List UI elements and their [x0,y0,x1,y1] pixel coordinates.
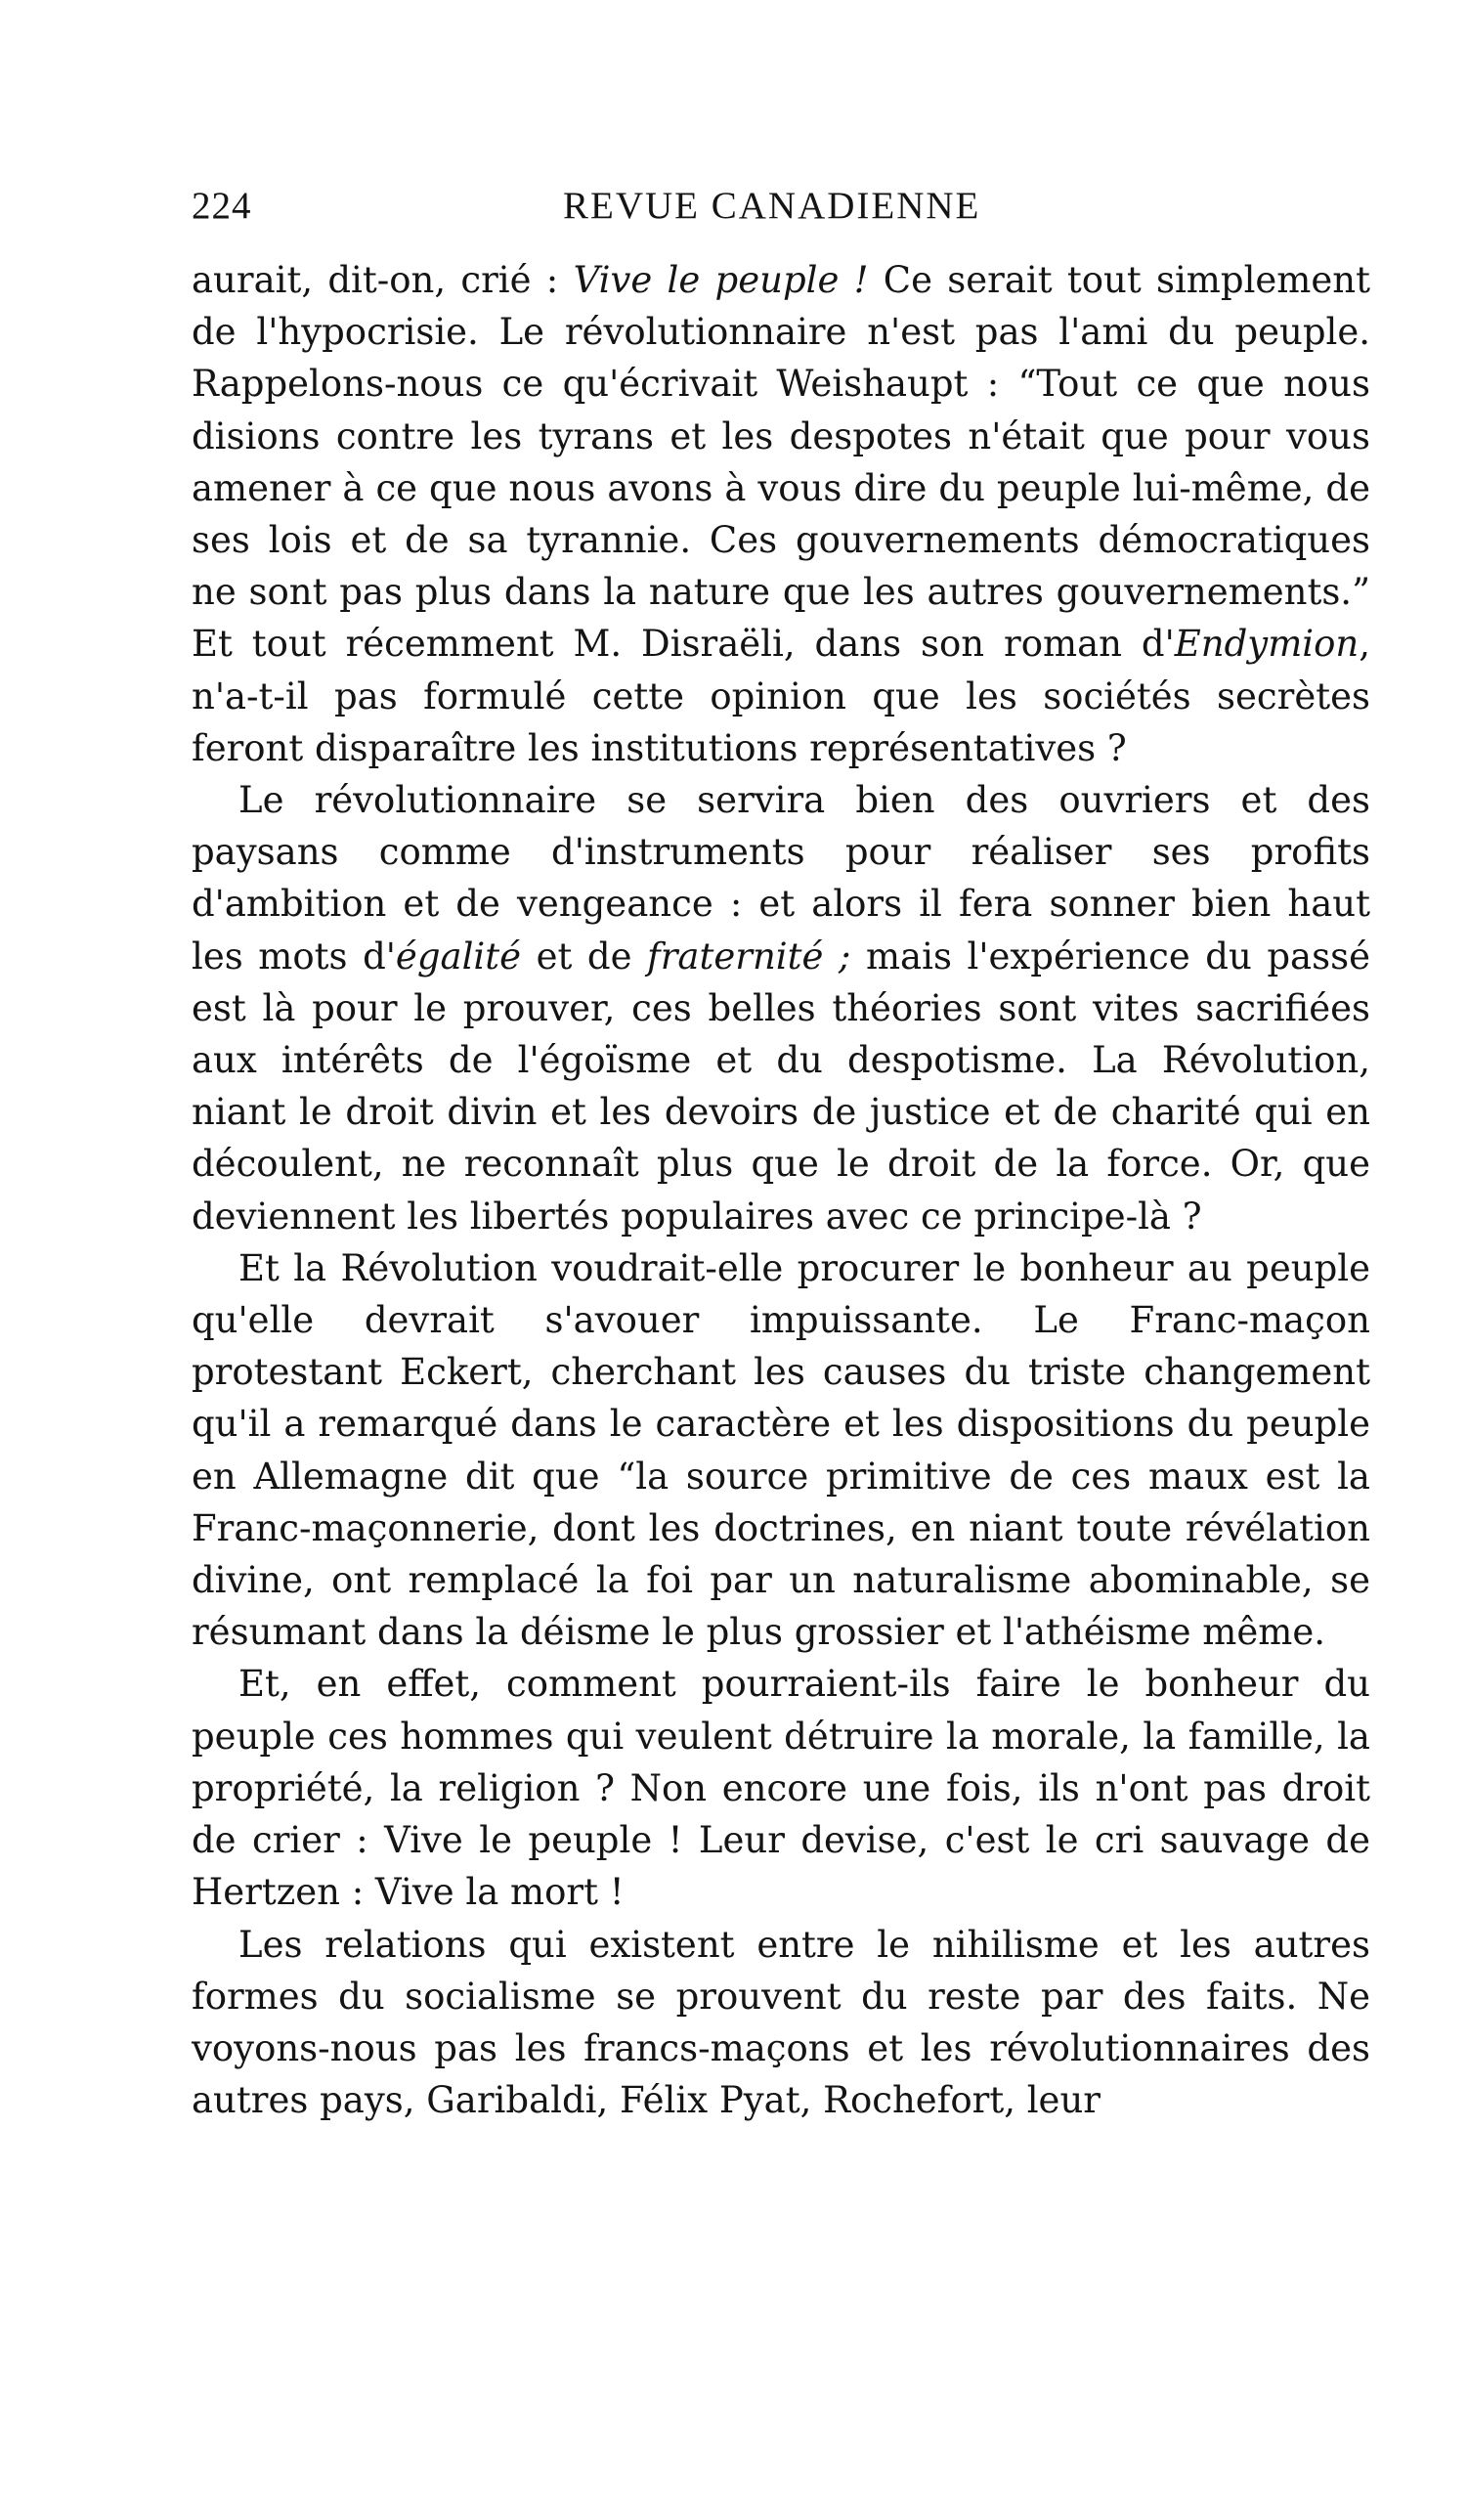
paragraph-3: Et la Révolution voudrait-elle procurer le bonheur au peuple qu'elle devrait s'avouer impuissante. Le Franc-maçon protestant Eckert, cherchant les causes du triste changement qu'il a remarqué dans le caractère et les dispositions du peuple en Allemagne dit que “la source primitive de ces maux est la Franc-maçonnerie, dont les doctrines, en niant toute révélation divine, ont remplacé la foi par un naturalisme abominable, se résumant dans la déisme le plus grossier et l'athéisme même. [192,1246,1370,1654]
paragraph-2: Le révolutionnaire se servira bien des ouvriers et des paysans comme d'instruments pour réaliser ses profits d'ambition et de vengeance : et alors il fera sonner bien haut les mots d'égalité et de fraternité ; mais l'expérience du passé est là pour le prouver, ces belles théories sont vites sacrifiées aux intérêts de l'égoïsme et du despotisme. La Révolution, niant le droit divin et les devoirs de justice et de charité qui en découlent, ne reconnaît plus que le droit de la force. Or, que deviennent les libertés populaires avec ce principe-là ? [192,779,1370,1238]
book-title: Endymion [1174,623,1360,666]
italic-word: égalité [395,934,521,978]
running-title: REVUE CANADIENNE [563,185,981,227]
page-header [192,184,1364,235]
page-number: 224 [192,185,252,227]
paragraph-5: Les relations qui existent entre le nihilisme et les autres formes du socialisme se prouvent du reste par des faits. Ne voyons-nous pas les francs-maçons et les révolutionnaires des autres pays, Garibaldi, Félix Pyat, Rochefort, leur [192,1923,1370,2122]
italic-word: fraternité ; [647,934,851,978]
paragraph-4: Et, en effet, comment pourraient-ils faire le bonheur du peuple ces hommes qui veulent détruire la morale, la famille, la propriété, la religion ? Non encore une fois, ils n'ont pas droit de crier : Vive le peuple ! Leur devise, c'est le cri sauvage de Hertzen : Vive la mort ! [192,1663,1370,1914]
italic-phrase: Vive le peuple ! [573,259,869,301]
article-body [192,254,1370,2126]
paragraph-1: aurait, dit-on, crié : Vive le peuple ! Ce serait tout simplement de l'hypocrisie. Le révolutionnaire n'est pas l'ami du peuple. Rappelons-nous ce qu'écrivait Weishaupt : “Tout ce que nous disions contre les tyrans et les despotes n'était que pour vous amener à ce que nous avons à vous dire du peuple lui-même, de ses lois et de sa tyrannie. Ces gouvernements démocratiques ne sont pas plus dans la nature que les autres gouvernements.” Et tout récemment M. Disraëli, dans son roman d'Endymion, n'a-t-il pas formulé cette opinion que les sociétés secrètes feront disparaître les institutions représentatives ? [192,259,1370,769]
